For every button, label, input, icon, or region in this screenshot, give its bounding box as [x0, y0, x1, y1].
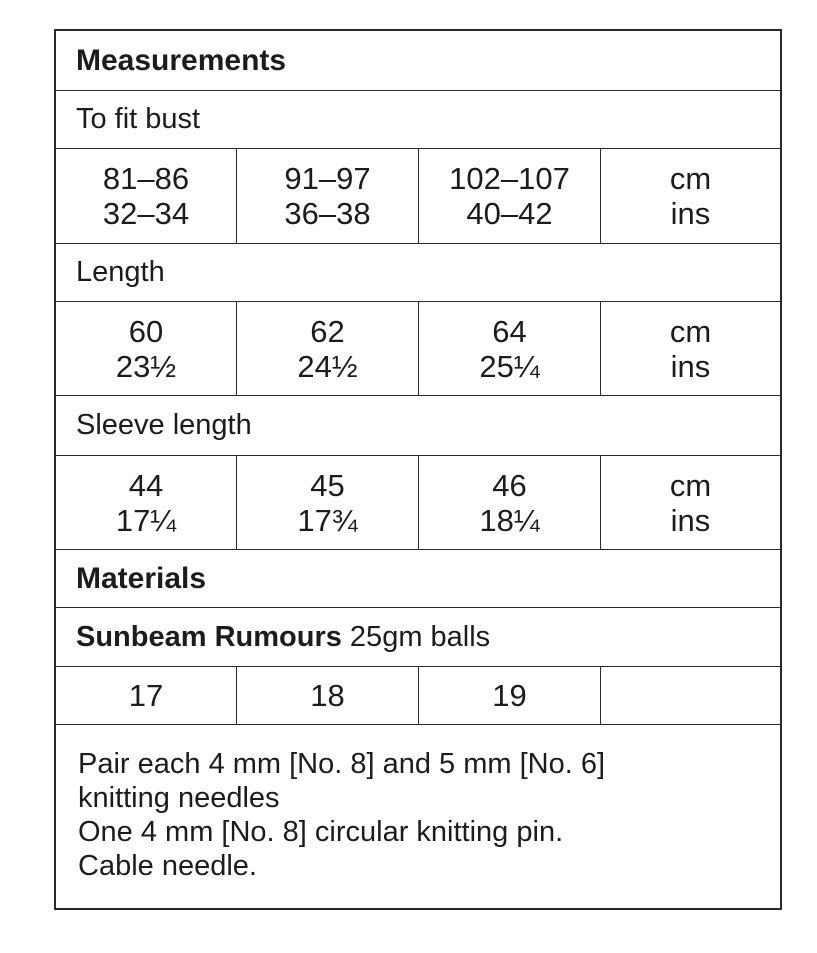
sleeve-label: Sleeve length [76, 409, 252, 441]
bust-size-2-ins: 36–38 [284, 196, 371, 231]
measurements-table [54, 29, 782, 910]
sleeve-unit-cm: cm [669, 467, 712, 503]
sleeve-unit-ins: ins [670, 502, 711, 538]
bust-unit-ins: ins [670, 196, 711, 231]
bust-size-3-cm: 102–107 [449, 161, 570, 196]
sleeve-size-1-cm: 44 [128, 467, 164, 503]
bust-size-3-ins: 40–42 [466, 196, 553, 231]
sleeve-size-1-ins: 17¼ [115, 502, 177, 538]
balls-size-3 [419, 667, 601, 724]
length-size-2-ins: 24½ [297, 348, 358, 384]
needles-line-1: Pair each 4 mm [No. 8] and 5 mm [No. 6] [78, 748, 606, 780]
balls-row [56, 667, 780, 725]
bust-size-3 [419, 149, 601, 243]
sleeve-size-3-cm: 46 [492, 467, 527, 503]
needles-line-3: One 4 mm [No. 8] circular knitting pin. [78, 816, 564, 848]
balls-size-1 [56, 667, 237, 724]
length-unit-cm: cm [669, 313, 712, 349]
balls-size-1-value: 17 [128, 678, 164, 713]
sleeve-size-2 [237, 456, 419, 549]
bust-size-1-cm: 81–86 [102, 161, 190, 196]
length-label-row [56, 244, 780, 302]
length-size-1-ins: 23½ [115, 348, 177, 384]
length-units [601, 302, 780, 395]
sleeve-size-2-ins: 17¾ [297, 502, 358, 538]
length-size-3-cm: 64 [492, 313, 527, 349]
sleeve-size-3-ins: 18¼ [479, 502, 540, 538]
balls-size-3-value: 19 [492, 678, 527, 713]
yarn-description: 25gm balls [341, 620, 491, 653]
sleeve-size-1 [56, 456, 237, 549]
bust-size-2 [237, 149, 419, 243]
bust-values-row [56, 149, 780, 244]
sleeve-label-row [56, 396, 780, 456]
sleeve-size-3 [419, 456, 601, 549]
bust-units [601, 149, 780, 243]
measurements-title: Measurements [76, 43, 287, 77]
length-size-3 [419, 302, 601, 395]
length-size-2 [237, 302, 419, 395]
needles-notes [56, 725, 780, 908]
length-size-3-ins: 25¼ [479, 348, 540, 384]
bust-unit-cm: cm [669, 161, 712, 196]
length-size-1-cm: 60 [128, 313, 164, 349]
length-size-2-cm: 62 [310, 313, 345, 349]
balls-size-2-value: 18 [310, 678, 345, 713]
materials-title: Materials [76, 561, 207, 595]
yarn-name: Sunbeam Rumours [76, 620, 342, 653]
yarn-row [56, 608, 780, 667]
materials-heading [56, 550, 780, 608]
bust-size-1-ins: 32–34 [102, 196, 190, 231]
needles-line-4: Cable needle. [78, 850, 257, 882]
length-unit-ins: ins [670, 348, 711, 384]
needles-line-2: knitting needles [78, 782, 280, 814]
bust-size-1 [56, 149, 237, 243]
sleeve-values-row [56, 456, 780, 550]
length-size-1 [56, 302, 237, 395]
bust-label: To fit bust [76, 103, 201, 135]
sleeve-units [601, 456, 780, 549]
length-label: Length [76, 256, 165, 288]
measurements-heading [56, 31, 780, 91]
balls-size-2 [237, 667, 419, 724]
sleeve-size-2-cm: 45 [310, 467, 345, 503]
balls-size-4 [601, 667, 780, 724]
length-values-row [56, 302, 780, 396]
bust-size-2-cm: 91–97 [284, 161, 371, 196]
bust-label-row [56, 91, 780, 149]
